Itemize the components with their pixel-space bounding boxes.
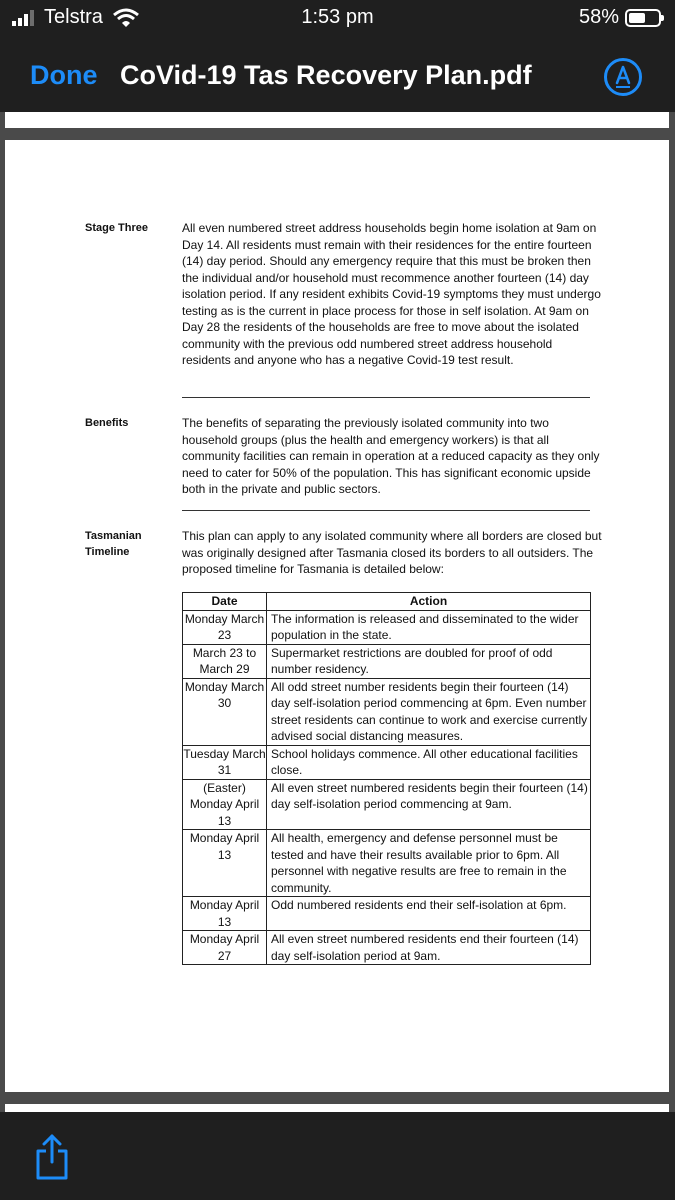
row-date: March 23 to March 29 (183, 644, 267, 678)
column-header-action: Action (267, 593, 591, 611)
markup-button[interactable] (604, 58, 642, 96)
row-date: Monday March 23 (183, 610, 267, 644)
pdf-page (5, 140, 669, 1092)
battery-percent: 58% (578, 6, 619, 28)
row-action: All health, emergency and defense personnel must be tested and have their results available prior to 6pm. All personnel with negative results are free to remain in the community. (267, 830, 591, 897)
row-date: Monday April 13 (183, 897, 267, 931)
clock: 1:53 pm (301, 6, 374, 28)
timeline-table (182, 592, 591, 965)
table-row (183, 678, 591, 745)
document-title: CoVid-19 Tas Recovery Plan.pdf (120, 60, 532, 90)
row-date: Monday April 13 (183, 830, 267, 897)
table-row (183, 610, 591, 644)
battery-icon (625, 9, 661, 27)
markup-pen-icon (612, 65, 634, 89)
row-action: The information is released and disseminated to the wider population in the state. (267, 610, 591, 644)
table-row (183, 931, 591, 965)
table-row (183, 745, 591, 779)
row-action: All even street numbered residents begin their fourteen (14) day self-isolation period commencing at 9am. (267, 779, 591, 830)
table-row (183, 830, 591, 897)
status-bar (0, 0, 675, 40)
row-action: Odd numbered residents end their self-isolation at 6pm. (267, 897, 591, 931)
row-date: Monday April 27 (183, 931, 267, 965)
section-body-timeline: This plan can apply to any isolated community where all borders are closed but was originally designed after Tasmania closed its borders to all outsiders. The proposed timeline for Tasmania is detailed below: (182, 529, 602, 576)
column-header-date: Date (183, 593, 267, 611)
share-icon[interactable] (34, 1134, 70, 1180)
section-label-benefits: Benefits (85, 417, 129, 429)
row-action: All odd street number residents begin their fourteen (14) day self-isolation period commencing at 6pm. Even number street residents can continue to work and exercise currently advised social distancing measures. (267, 678, 591, 745)
done-button[interactable]: Done (30, 60, 98, 90)
section-divider (182, 397, 590, 398)
table-header-row (183, 593, 591, 611)
status-right (579, 6, 661, 29)
carrier-name: Telstra (44, 6, 103, 28)
pdf-viewer[interactable] (0, 112, 675, 1112)
row-action: School holidays commence. All other educational facilities close. (267, 745, 591, 779)
section-label-timeline: Tasmanian Timeline (85, 530, 142, 558)
next-page-edge (5, 1092, 669, 1112)
row-date: Tuesday March 31 (183, 746, 266, 777)
row-action: All even street numbered residents end their fourteen (14) day self-isolation period at 9am. (267, 931, 591, 965)
table-row (183, 644, 591, 678)
section-body-stage-three: All even numbered street address households begin home isolation at 9am on Day 14. All residents must remain with their residences for the entire fourteen (14) day period. Should any emergency require that this must be broken then the individual and/or household must recommence another fourteen (14) day isolation period. If any resident exhibits Covid-19 symptoms they must undergo testing as is the current in place process for those in self isolation. At 9am on Day 28 the residents of the households are free to move about the isolated community with the previous odd numbered street address household residents and anyone who has a negative Covid-19 test result. (182, 221, 601, 367)
section-label-stage-three: Stage Three (85, 222, 148, 234)
previous-page-edge (5, 112, 669, 128)
row-action: Supermarket restrictions are doubled for proof of odd number residency. (267, 644, 591, 678)
section-divider (182, 510, 590, 511)
battery-fill (629, 13, 645, 23)
nav-bar (0, 40, 675, 112)
table-row (183, 897, 591, 931)
section-body-benefits: The benefits of separating the previously isolated community into two household groups (plus the health and emergency workers) is that all community facilities can remain in operation at a reduced capacity as they only need to cater for 50% of the population. This has significant economic upside both in the private and public sectors. (182, 416, 600, 496)
bottom-toolbar (0, 1112, 675, 1200)
row-date: Monday March 30 (183, 678, 267, 745)
row-date: (Easter) Monday April 13 (183, 779, 267, 830)
table-row (183, 779, 591, 830)
